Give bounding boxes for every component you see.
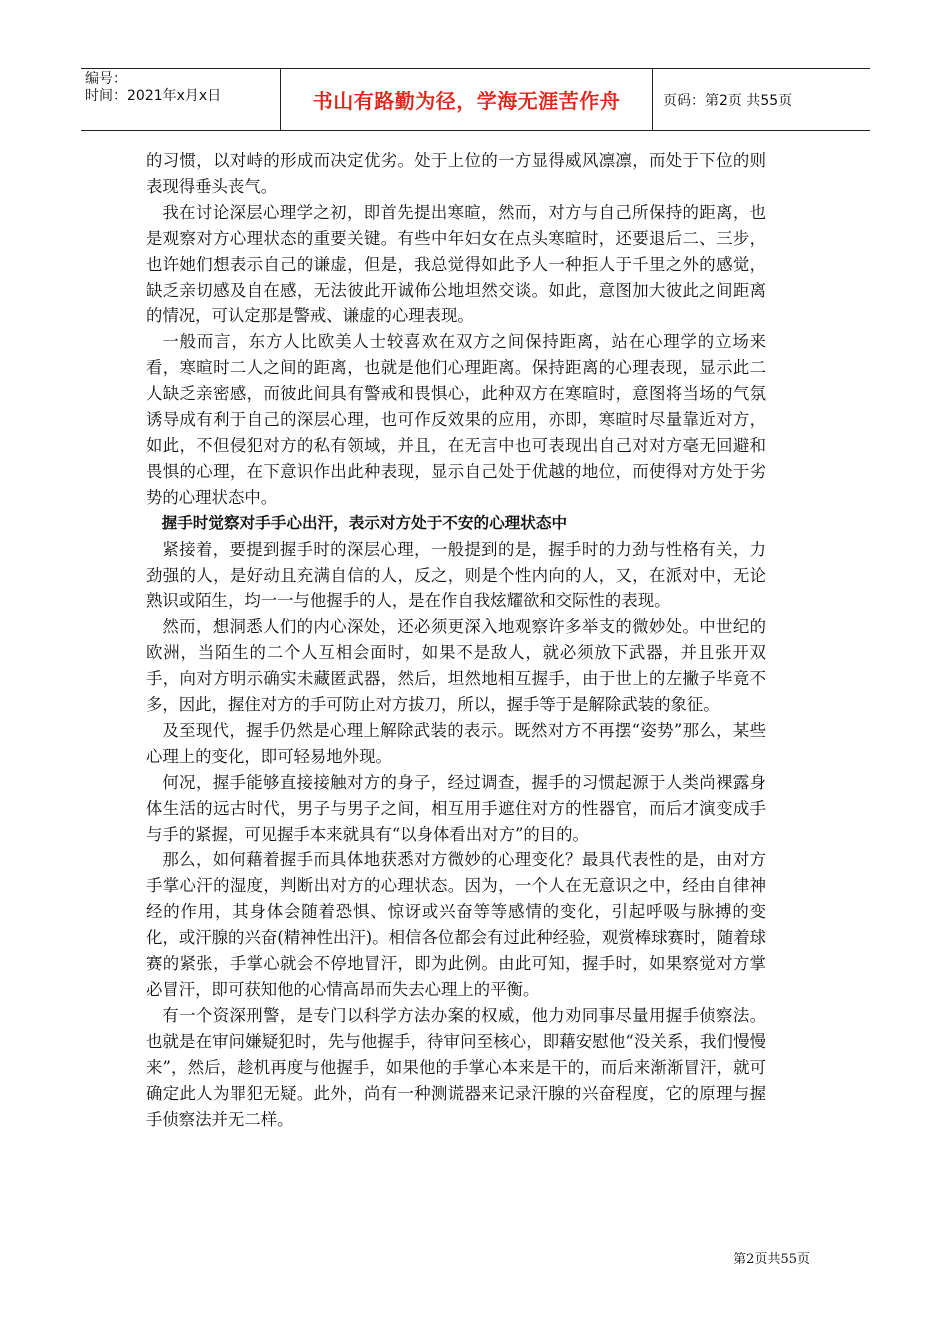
document-body <box>146 148 766 1132</box>
paragraph: 我在讨论深层心理学之初，即首先提出寒暄，然而，对方与自己所保持的距离，也是观察对方心理状态的重要关键。有些中年妇女在点头寒暄时，还要退后二、三步，也许她们想表示自己的谦虚，但是，我总觉得如此予人一种拒人于千里之外的感觉，缺乏亲切感及自在感，无法彼此开诚佈公地坦然交谈。如此，意图加大彼此之间距离的情况，可认定那是警戒、谦虚的心理表现。 <box>146 202 766 326</box>
paragraph: 紧接着，要提到握手时的深层心理，一般提到的是，握手时的力劲与性格有关，力劲强的人，是好动且充满自信的人，反之，则是个性内向的人，又，在派对中，无论熟识或陌生，均一一与他握手的人，是在作自我炫耀欲和交际性的表现。 <box>146 539 766 611</box>
document-date: 时间：2021年x月x日 <box>85 88 222 104</box>
page-header <box>81 68 870 131</box>
paragraph: 的习惯，以对峙的形成而决定优劣。处于上位的一方显得威风凛凛，而处于下位的则表现得垂头丧气。 <box>146 151 766 196</box>
header-meta <box>81 69 281 130</box>
header-page-code: 页码：第2页 共55页 <box>663 92 793 109</box>
paragraph: 那么，如何藉着握手而具体地获悉对方微妙的心理变化？最具代表性的是，由对方手掌心汗的湿度，判断出对方的心理状态。因为，一个人在无意识之中，经由自律神经的作用，其身体会随着恐惧、惊讶或兴奋等等感情的变化，引起呼吸与脉搏的变化，或汗腺的兴奋(精神性出汗)。相信各位都会有过此种经验，观赏棒球赛时，随着球赛的紧张，手掌心就会不停地冒汗，即为此例。由此可知，握手时，如果察觉对方掌必冒汗，即可获知他的心情高昂而失去心理上的平衡。 <box>146 850 766 999</box>
paragraph: 然而，想洞悉人们的内心深处，还必须更深入地观察许多举支的微妙处。中世纪的欧洲，当陌生的二个人互相会面时，如果不是敌人，就必须放下武器，并且张开双手，向对方明示确实未藏匿武器，然后，坦然地相互握手，由于世上的左撇子毕竟不多，因此，握住对方的手可防止对方拔刀，所以，握手等于是解除武装的象征。 <box>146 617 766 715</box>
paragraph: 何况，握手能够直接接触对方的身子，经过调查，握手的习惯起源于人类尚裸露身体生活的远古时代，男子与男子之间，相互用手遮住对方的性器官，而后才演变成手与手的紧握，可见握手本来就具有“以身体看出对方”的目的。 <box>146 772 766 844</box>
page-footer: 第2页共55页 <box>733 1252 810 1267</box>
paragraph: 一般而言，东方人比欧美人士较喜欢在双方之间保持距离，站在心理学的立场来看，寒暄时二人之间的距离，也就是他们心理距离。保持距离的心理表现，显示此二人缺乏亲密感，而彼此间具有警戒和畏惧心，此种双方在寒暄时，意图将当场的气氛诱导成有利于自己的深层心理，也可作反效果的应用，亦即，寒暄时尽量靠近对方，如此，不但侵犯对方的私有领域，并且，在无言中也可表现出自己对对方毫无回避和畏惧的心理，在下意识作出此种表现，显示自己处于优越的地位，而使得对方处于劣势的心理状态中。 <box>146 332 766 507</box>
paragraph: 及至现代，握手仍然是心理上解除武装的表示。既然对方不再摆“姿势”那么，某些心理上的变化，即可轻易地外现。 <box>146 720 766 766</box>
section-heading: 握手时觉察对手手心出汗，表示对方处于不安的心理状态中 <box>161 513 568 532</box>
document-number-label: 编号： <box>85 71 127 87</box>
paragraph: 有一个资深刑警，是专门以科学方法办案的权威，他力劝同事尽量用握手侦察法。也就是在审问嫌疑犯时，先与他握手，待审问至核心，即藉安慰他“没关系，我们慢慢来”，然后，趁机再度与他握手，如果他的手掌心本来是干的，而后来渐渐冒汗，就可确定此人为罪犯无疑。此外，尚有一种测谎器来记录汗腺的兴奋程度，它的原理与握手侦察法并无二样。 <box>146 1005 766 1129</box>
header-motto: 书山有路勤为径，学海无涯苦作舟 <box>281 69 653 130</box>
